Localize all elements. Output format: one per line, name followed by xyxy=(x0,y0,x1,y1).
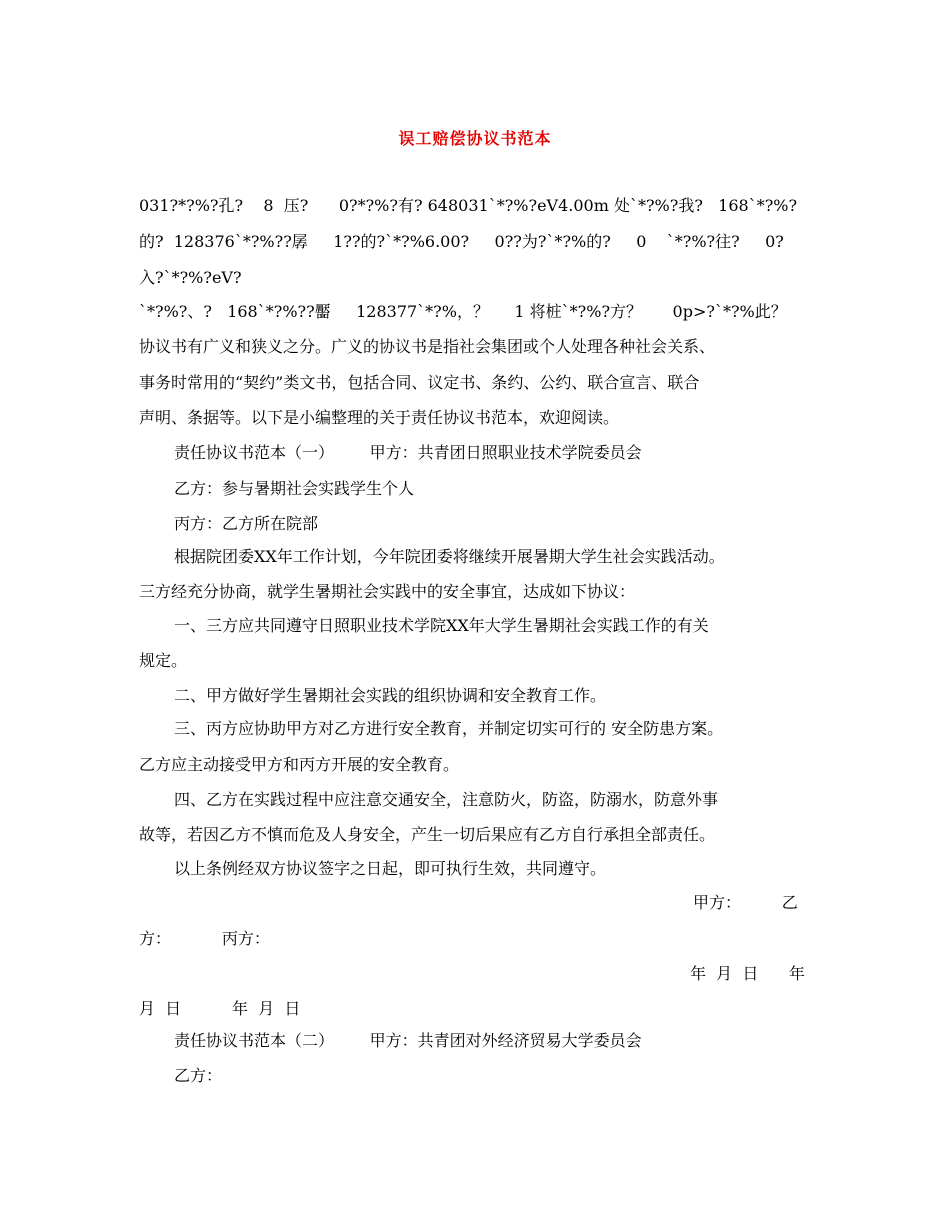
text-line: 二、甲方做好学生暑期社会实践的组织协调和安全教育工作。 xyxy=(174,686,607,705)
text-line: 年 月 日 年 xyxy=(690,964,805,983)
text-line: 以上条例经双方协议签字之日起，即可执行生效，共同遵守。 xyxy=(174,859,607,878)
text-line: 根据院团委XX年工作计划，今年院团委将继续开展暑期大学生社会实践活动。 xyxy=(174,547,725,566)
text-line: 规定。 xyxy=(139,651,188,670)
text-line: 的? 128376`*?%??孱 1??的?`*?%6.00? 0??为?`*?%的? 0 `*?%?往? 0? xyxy=(139,232,784,251)
text-line: 责任协议书范本（二） 甲方：共青团对外经济贸易大学委员会 xyxy=(174,1031,642,1050)
text-line: 责任协议书范本（一） 甲方：共青团日照职业技术学院委员会 xyxy=(174,443,642,462)
text-line: `*?%?、? 168`*?%??靨 128377`*?%，？ 1 将桩`*?%?方？ 0p>?`*?%此？ xyxy=(139,302,787,321)
text-line: 协议书有广义和狭义之分。广义的协议书是指社会集团或个人处理各种社会关系、 xyxy=(139,337,716,356)
text-line: 三方经充分协商，就学生暑期社会实践中的安全事宜，达成如下协议： xyxy=(139,582,636,601)
text-line: 故等，若因乙方不慎而危及人身安全，产生一切后果应有乙方自行承担全部责任。 xyxy=(139,825,716,844)
text-line: 031?*?%?孔? 8 压? 0?*?%?有? 648031`*?%?eV4.00m 处`*?%?我? 168`*?%? xyxy=(139,196,798,215)
text-line: 四、乙方在实践过程中应注意交通安全，注意防火，防盗，防溺水，防意外事 xyxy=(174,790,719,809)
text-line: 事务时常用的“契约”类文书，包括合同、议定书、条约、公约、联合宣言、联合 xyxy=(139,373,700,392)
text-line: 丙方：乙方所在院部 xyxy=(174,514,319,533)
document-title: 误工赔偿协议书范本 xyxy=(398,129,552,148)
text-line: 乙方应主动接受甲方和丙方开展的安全教育。 xyxy=(139,755,460,774)
text-line: 入?`*?%?eV? xyxy=(139,268,242,287)
text-line: 甲方： 乙 xyxy=(693,893,798,912)
text-line: 声明、条据等。以下是小编整理的关于责任协议书范本，欢迎阅读。 xyxy=(139,408,620,427)
text-line: 三、丙方应协助甲方对乙方进行安全教育，并制定切实可行的 安全防患方案。 xyxy=(174,719,724,738)
text-line: 乙方： xyxy=(174,1066,223,1085)
text-line: 乙方：参与暑期社会实践学生个人 xyxy=(174,479,415,498)
text-line: 一、三方应共同遵守日照职业技术学院XX年大学生暑期社会实践工作的有关 xyxy=(174,616,709,635)
text-line: 月 日 年 月 日 xyxy=(139,999,301,1018)
text-line: 方： 丙方： xyxy=(139,929,270,948)
